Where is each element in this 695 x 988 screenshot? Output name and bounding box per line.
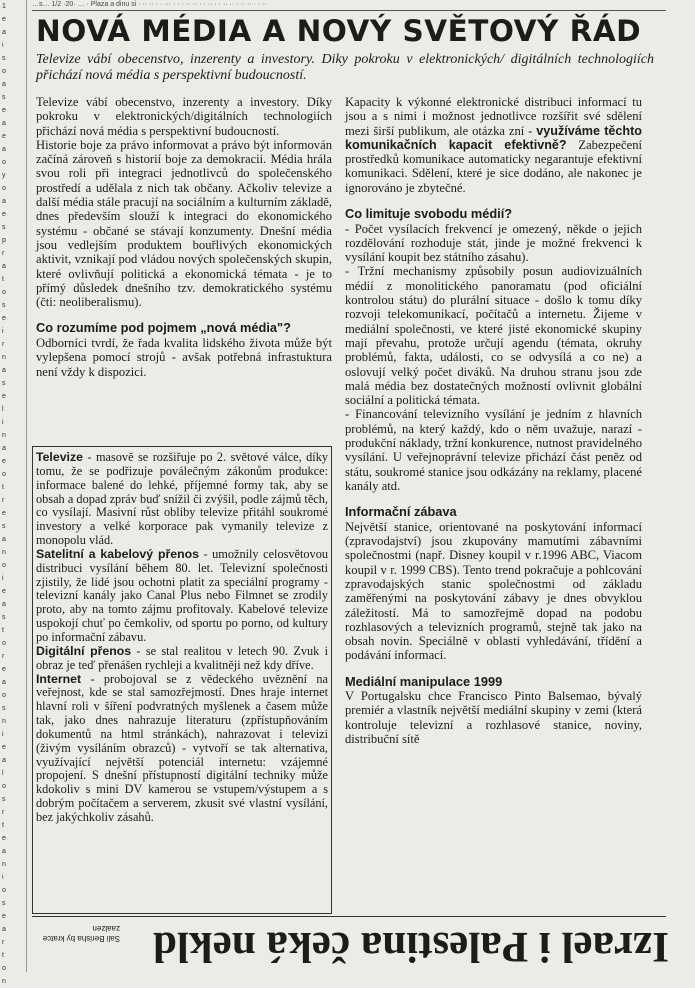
margin-fragment: y <box>2 172 6 179</box>
margin-fragment: a <box>2 263 6 270</box>
margin-fragment: a <box>2 445 6 452</box>
right-column <box>345 95 642 746</box>
section-heading: Co limituje svobodu médií? <box>345 206 513 222</box>
margin-fragment: n <box>2 432 6 439</box>
margin-fragment: n <box>2 718 6 725</box>
margin-fragment: a <box>2 198 6 205</box>
paragraph: Největší stanice, orientované na poskytování informací (zpravodajství) jsou zkupovány mamutími zábavními společnostmi (např. Disney koupil v r.1996 ABC, Viacom koupil v r. 1999 CBS). Tento trend pokračuje a pohlcování zpravodajských stanic společnostmi od základu zaměřenými na poskytování zábavy je dnes obvyklou záležitostí. Má to samozřejmě dopad na podobu rozhlasových a televizních programů, stejně tak jako na obsah novin. Speciálně v oblasti vyhledávání, třídění a podávání informací. <box>345 519 642 663</box>
margin-fragment: o <box>2 783 6 790</box>
margin-fragment: i <box>2 419 4 426</box>
margin-fragment: o <box>2 562 6 569</box>
margin-fragment: e <box>2 458 6 465</box>
margin-fragment: i <box>2 42 4 49</box>
margin-fragment: s <box>2 224 6 231</box>
inverted-headline: Izrael i Palestina čeká nekld <box>153 923 669 970</box>
term: Digitální přenos <box>36 643 132 658</box>
margin-fragment: e <box>2 913 6 920</box>
text: Zabezpečení prostředků komunikace automaticky negarantuje efektivní komunikaci. Sdělení, které je sice dodáno, ale nakonec je ignorováno je zbytečné. <box>345 137 642 195</box>
margin-fragment: r <box>2 939 5 946</box>
section-heading: Mediální manipulace 1999 <box>345 673 503 689</box>
text: Kapacity k výkonné elektronické distribuci informací tu jsou a s nimi i možnost jednotlivce rozšířit své sdělení mezi širší publikum, ale otázka zní - <box>345 95 642 138</box>
margin-fragment: r <box>2 250 5 257</box>
paragraph: V Portugalsku chce Francisco Pinto Balsemao, bývalý premiér a vlastník největší mediální skupiny v zemi (která kontroluje televizní a rozhlasové stanice, noviny, distribuční sítě <box>345 689 642 747</box>
paragraph <box>345 95 642 195</box>
left-margin-text <box>0 0 27 985</box>
box-paragraph <box>36 673 328 825</box>
margin-fragment: o <box>2 640 6 647</box>
margin-fragment: a <box>2 926 6 933</box>
margin-fragment: s <box>2 614 6 621</box>
paragraph: - Tržní mechanismy způsobily posun audiovizuálních médií z monolitického panoramatu (pod oficiální kontrolou státu) do plurální situace - došlo k tomu díky rozvoji telekomunikací, počítačů a internetu. Žijeme v mediální společnosti, ve které jisté ekonomické skupiny mají převahu, protože určují agendu (témata, okruhy problémů, fakta, události, co se odvysílá a co ne) a oslovují velký počet diváků. Na druhou stranu jsou zde malá média bez dostatečných možností ovlivnit globální sociální a politická témata. <box>345 264 642 408</box>
paragraph: Televize vábí obecenstvo, inzerenty a investory. Díky pokroku v elektronických/digitálních technologiích přichází nová média s perspektivní budoucností. <box>36 95 332 138</box>
box-paragraph <box>36 451 328 548</box>
term: Televize <box>36 450 83 464</box>
paragraph: - Počet vysílacích frekvencí je omezený, někde o jejich rozdělování rozhoduje stát, jinde je možné frekvenci k vysílání koupit bez státního zásahu). <box>345 221 642 265</box>
margin-fragment: l <box>2 406 4 413</box>
inverted-byline: Sali Berisha by kratce zaalzen <box>42 924 120 943</box>
margin-fragment: r <box>2 653 5 660</box>
section-heading: Informační zábava <box>345 504 457 520</box>
margin-fragment: e <box>2 133 6 140</box>
margin-fragment: a <box>2 679 6 686</box>
margin-fragment: t <box>2 276 4 283</box>
paragraph: - Financování televizního vysílání je jedním z hlavních problémů, na který každý, kdo o něm uvažuje, narazí - produkční náklady, tržní konkurence, nutnost pravidelného vysílání. U veřejnoprávní televize přichází část peněz od státu, soukromé stanice jsou odkázány na reklamy, placené kanály atd. <box>345 407 642 493</box>
page-title: NOVÁ MÉDIA A NOVÝ SVĚTOVÝ ŘÁD <box>36 14 642 48</box>
margin-fragment: o <box>2 965 6 972</box>
margin-fragment: s <box>2 796 6 803</box>
margin-fragment: i <box>2 731 4 738</box>
margin-fragment: e <box>2 510 6 517</box>
margin-fragment: o <box>2 471 6 478</box>
margin-fragment: a <box>2 848 6 855</box>
box-paragraph <box>36 645 328 673</box>
margin-fragment: a <box>2 536 6 543</box>
margin-fragment: s <box>2 380 6 387</box>
section-heading: Co rozumíme pod pojmem „nová média"? <box>36 320 291 336</box>
margin-fragment: l <box>2 770 4 777</box>
emphasis: využíváme těchto komunikačních kapacit efektivně? <box>345 123 642 152</box>
margin-fragment: n <box>2 549 6 556</box>
margin-fragment: a <box>2 146 6 153</box>
bottom-strip <box>32 916 669 973</box>
margin-fragment: t <box>2 627 4 634</box>
margin-fragment: s <box>2 705 6 712</box>
term: Satelitní a kabelový přenos <box>36 546 199 561</box>
margin-fragment: e <box>2 211 6 218</box>
margin-fragment: r <box>2 341 5 348</box>
margin-fragment: s <box>2 900 6 907</box>
margin-fragment: r <box>2 809 5 816</box>
lead-paragraph: Televize vábí obecenstvo, inzerenty a investory. Diky pokroku v elektronických/ digitálních technologiích přichází nová média s perspektivní budoucností. <box>36 52 654 83</box>
margin-fragment: a <box>2 367 6 374</box>
left-column <box>36 95 332 379</box>
margin-fragment: i <box>2 874 4 881</box>
paragraph: Historie boje za právo informovat a právo být informován začíná zároveň s historií boje za demokracii. Média hrála svou roli při integraci jednotlivců do společenského prostředí a udělala z nich tak občany. Ačkoliv televize a další média stále pracují na sociálním a kulturním základě, dnes především slouží k integraci do ekonomického systému - občané se stávají konzumenty. Dnešní média jsou vedlejším produktem bouřlivých ekonomických aktivit, vznikají pod vládou nových společenských skupin, které ovlivňují politická a ekonomická témata - je to přímý důsledek dnešního tzv. demokratického systému (čti: neoliberalismu). <box>36 137 332 310</box>
margin-fragment: r <box>2 497 5 504</box>
margin-fragment: e <box>2 744 6 751</box>
margin-fragment: e <box>2 107 6 114</box>
sidebar-box <box>32 446 332 914</box>
margin-fragment: o <box>2 185 6 192</box>
margin-fragment: t <box>2 822 4 829</box>
margin-fragment: a <box>2 757 6 764</box>
margin-fragment: e <box>2 16 6 23</box>
margin-fragment: s <box>2 55 6 62</box>
margin-fragment: e <box>2 666 6 673</box>
margin-fragment: o <box>2 68 6 75</box>
margin-fragment: t <box>2 484 4 491</box>
margin-fragment: a <box>2 29 6 36</box>
margin-fragment: o <box>2 289 6 296</box>
margin-fragment: a <box>2 81 6 88</box>
margin-fragment: n <box>2 978 6 985</box>
definition: - se stal realitou v letech 90. Zvuk i obraz je teď přenášen rychleji a kvalitněji než kdy dříve. <box>36 643 328 672</box>
margin-fragment: s <box>2 302 6 309</box>
box-paragraph <box>36 548 328 645</box>
margin-fragment: p <box>2 237 6 244</box>
margin-fragment: 1 <box>2 3 6 10</box>
margin-fragment: s <box>2 94 6 101</box>
margin-fragment: n <box>2 354 6 361</box>
margin-fragment: o <box>2 159 6 166</box>
margin-fragment: e <box>2 835 6 842</box>
margin-fragment: e <box>2 393 6 400</box>
margin-fragment: e <box>2 588 6 595</box>
paragraph: Odborníci tvrdí, že řada kvalita lidského života může být vylepšena pomocí strojů - avšak potřebná infrastuktura není vždy k dispozici. <box>36 335 332 379</box>
margin-fragment: i <box>2 575 4 582</box>
margin-fragment: i <box>2 328 4 335</box>
margin-fragment: e <box>2 315 6 322</box>
margin-fragment: a <box>2 120 6 127</box>
top-strip: …s… 1/2 ·20· … · Plaza a dinu si · ·· ·· · · ··· · · · ·· ·· · · ·· · · ·· ·· · ·· ·· · · ·· <box>32 0 666 11</box>
definition: - probojoval se z vědeckého uvěznění na veřejnost, kde se stal samozřejmostí. Dnes hraje internet hlavní roli v šíření podvratných myšlenek a časem může tak, jako dnes nahrazuje literaturu (zpřístupňováním dokumentů na html stránkách), nahrazovat i televizi (živým vysíláním obrazců) - vytvoří se tak alternativa, využívající největší potenciál internetu: vzájemné propojení. S dnešní přístupností digitální techniky může kdokoliv s mini DV kamerou se vstupem/výstupem a s dobrým počítačem a serverem, zkusit své vlastní vysílání, bez jakýchkoliv zásahů. <box>36 671 328 824</box>
margin-fragment: o <box>2 692 6 699</box>
definition: - masově se rozšiřuje po 2. světové válce, díky tomu, že se podřizuje poválečným zákonům produkce: informace balené do lehké, příjemné formy tak, aby se obsah a dopad zpráv buď snížil či zvýšil, podle zájmů těch, co vysílají. Masivní růst obliby televize přitáhl soukromé investory a velké korporace pak vymanily televize z monopolu vlád. <box>36 450 328 548</box>
margin-fragment: t <box>2 952 4 959</box>
term: Internet <box>36 671 82 686</box>
margin-fragment: s <box>2 523 6 530</box>
margin-fragment: o <box>2 887 6 894</box>
margin-fragment: n <box>2 861 6 868</box>
margin-fragment: a <box>2 601 6 608</box>
definition: - umožnily celosvětovou distribuci vysílání během 80. let. Televizní společnosti zjistily, že lidé jsou ochotni platit za speciální programy - televizní kanály jako Canal Plus nebo Filmnet se zrodily proto, aby na tomto zájmu profitovaly. Kabelové televize uspokojí chuť po čemkoliv, od sportu po porno, od kultury po informační zábavu. <box>36 546 328 644</box>
